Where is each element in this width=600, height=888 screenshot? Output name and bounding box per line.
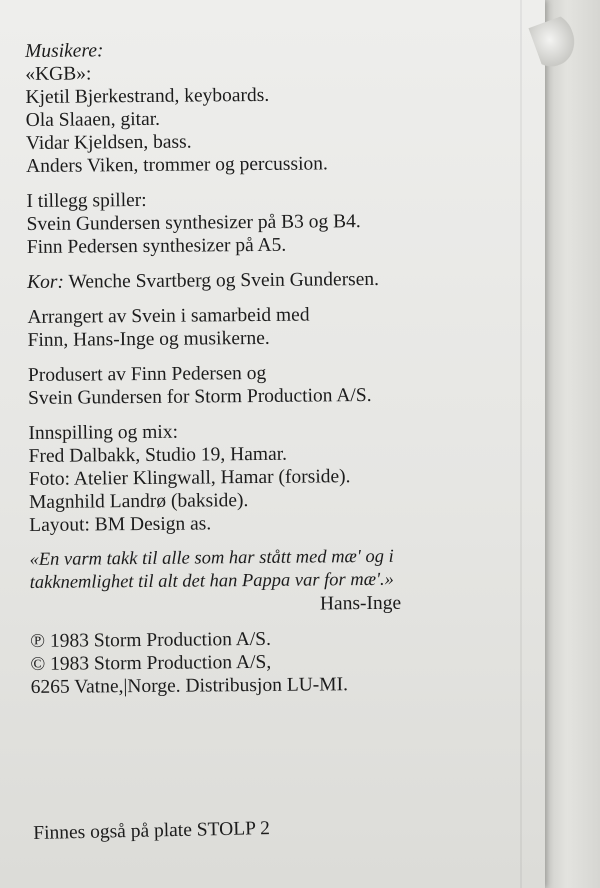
copyright-section [30,626,541,699]
band-name: «KGB»: [25,63,92,85]
choir-section [27,267,537,294]
sleeve-fold [545,0,600,888]
additional-section [26,186,537,259]
arranged-section [27,302,537,352]
copyright-line: ℗ 1983 Storm Production A/S. [30,628,272,652]
produced-section [28,360,538,410]
recording-section [28,418,539,537]
produced-line: Produsert av Finn Pedersen og [27,362,267,386]
recording-line: Innspilling og mix: [28,421,179,444]
choir-label: Kor: [27,271,65,293]
produced-line: Svein Gundersen for Storm Production A/S. [28,384,372,409]
member-line: Ola Slaaen, gitar. [25,108,161,131]
additional-line: Svein Gundersen synthesizer på B3 og B4. [26,211,361,235]
recording-line: Layout: BM Design as. [29,513,212,536]
additional-heading: I tillegg spiller: [26,189,147,212]
quote-signature: Hans-Inge [319,592,402,615]
address-line: 6265 Vatne,|Norge. Distribusjon LU-MI. [30,674,349,698]
plate-footer: Finnes også på plate STOLP 2 [33,818,271,844]
choir-names: Wenche Svartberg og Svein Gundersen. [63,268,380,293]
quote-line: takknemlighet til alt det han Pappa var for mæ'.» [29,569,394,593]
quote-section [29,545,540,618]
recording-line: Magnhild Landrø (bakside). [28,490,249,513]
additional-line: Finn Pedersen synthesizer på A5. [26,234,287,258]
arranged-line: Finn, Hans-Inge og musikerne. [27,327,270,351]
member-line: Kjetil Bjerkestrand, keyboards. [25,84,270,108]
recording-line: Foto: Atelier Klingwall, Hamar (forside). [28,466,351,490]
musicians-heading: Musikere: [25,40,104,62]
quote-line: «En varm takk til alle som har stått med mæ' og i [29,546,394,570]
member-line: Vidar Kjeldsen, bass. [25,131,192,154]
arranged-line: Arrangert av Svein i samarbeid med [27,304,310,328]
musicians-section [25,36,536,178]
choir-line [27,267,537,294]
recording-line: Fred Dalbakk, Studio 19, Hamar. [28,443,288,467]
copyright-line: © 1983 Storm Production A/S, [30,651,272,675]
credits-text [25,36,541,711]
member-line: Anders Viken, trommer og percussion. [26,153,328,177]
